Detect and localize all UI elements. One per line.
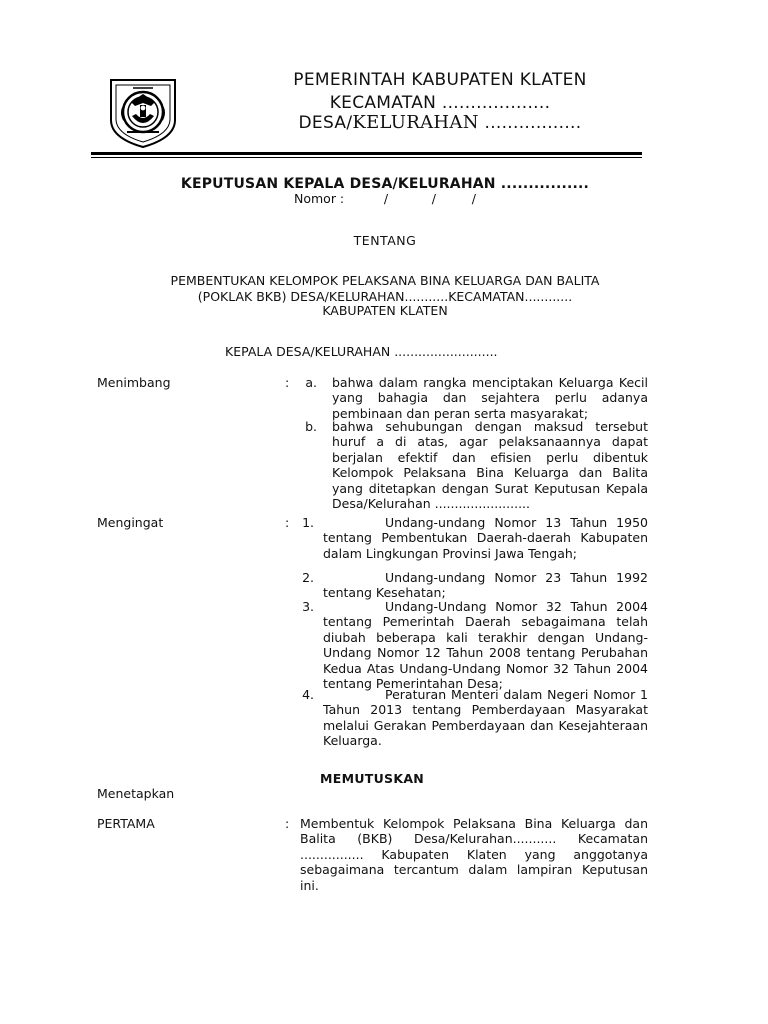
- mengingat-item-3-mark: 3.: [302, 599, 314, 614]
- menimbang-item-b-mark: b.: [305, 419, 317, 434]
- menimbang-item-a: bahwa dalam rangka menciptakan Keluarga Kecil yang bahagia dan sejahtera perlu adanya pembinaan dan peran serta masyarakat;: [332, 375, 648, 421]
- menetapkan-label: Menetapkan: [97, 786, 175, 801]
- header-government-name: PEMERINTAH KABUPATEN KLATEN: [293, 70, 587, 90]
- tentang-heading: TENTANG: [353, 233, 417, 248]
- pertama-label: PERTAMA: [97, 816, 155, 831]
- mengingat-item-1: Undang-undang Nomor 13 Tahun 1950 tentang Pembentukan Daerah-daerah Kabupaten dalam Lingkungan Provinsi Jawa Tengah;: [323, 515, 648, 561]
- issuer-heading: KEPALA DESA/KELURAHAN ..........................: [225, 344, 498, 359]
- klaten-regency-emblem: [105, 76, 181, 150]
- subject-line-3: KABUPATEN KLATEN: [322, 303, 448, 318]
- menimbang-item-b: bahwa sehubungan dengan maksud tersebut huruf a di atas, agar pelaksanaannya dapat berjalan efektif dan efisien perlu dibentuk Kelompok Pelaksana Bina Keluarga dan Balita yang ditetapkan dengan Surat Keputusan Kepala Desa/Kelurahan ........................: [332, 419, 648, 512]
- header-village: [240, 112, 640, 133]
- header-village-dots: .................: [478, 113, 582, 133]
- mengingat-item-2-mark: 2.: [302, 570, 314, 585]
- pertama-text: Membentuk Kelompok Pelaksana Bina Keluarga dan Balita (BKB) Desa/Kelurahan........... Kecamatan ................ Kabupaten Klaten yang anggotanya sebagaimana tercantum dalam lampiran Keputusan ini.: [300, 816, 648, 893]
- mengingat-colon: :: [285, 515, 290, 530]
- mengingat-item-4: Peraturan Menteri dalam Negeri Nomor 1 Tahun 2013 tentang Pemberdayaan Masyarakat melalui Gerakan Pemberdayaan dan Kesejahteraan Keluarga.: [323, 687, 648, 749]
- mengingat-label: Mengingat: [97, 515, 164, 530]
- pertama-colon: :: [285, 816, 290, 831]
- mengingat-item-4-mark: 4.: [302, 687, 314, 702]
- header-village-prefix: DESA/: [298, 113, 353, 133]
- mengingat-item-3: Undang-Undang Nomor 32 Tahun 2004 tentang Pemerintah Daerah sebagaimana telah diubah beberapa kali terakhir dengan Undang-Undang Nomor 12 Tahun 2008 tentang Perubahan Kedua Atas Undang-Undang Nomor 32 Tahun 2004 tentang Pemerintahan Desa;: [323, 599, 648, 692]
- letterhead-rule-thick: [91, 152, 642, 155]
- menimbang-colon: :: [285, 375, 290, 390]
- mengingat-item-1-mark: 1.: [302, 515, 314, 530]
- letterhead-rule-thin: [91, 157, 642, 158]
- memutuskan-heading: MEMUTUSKAN: [320, 771, 425, 786]
- mengingat-item-2: Undang-undang Nomor 23 Tahun 1992 tentang Kesehatan;: [323, 570, 648, 601]
- menimbang-item-a-mark: a.: [305, 375, 317, 390]
- decree-title: KEPUTUSAN KEPALA DESA/KELURAHAN ................: [180, 176, 590, 192]
- subject-line-1: PEMBENTUKAN KELOMPOK PELAKSANA BINA KELUARGA DAN BALITA: [170, 273, 600, 288]
- subject-line-2: (POKLAK BKB) DESA/KELURAHAN...........KECAMATAN............: [197, 289, 573, 304]
- header-district: KECAMATAN ...................: [329, 93, 551, 113]
- menimbang-label: Menimbang: [97, 375, 171, 390]
- decree-number: Nomor : / / /: [294, 191, 476, 206]
- header-village-serif: KELURAHAN: [352, 112, 479, 133]
